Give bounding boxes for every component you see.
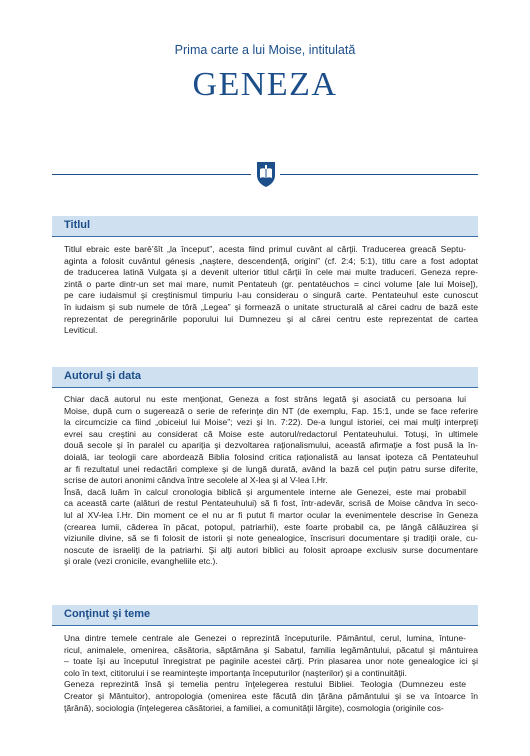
section-rule (52, 625, 478, 626)
paragraph: Geneza reprezintă însă şi temelia pentru înţelegerea restului Bibliei. Teologia (Dumnezeu este Creator şi Mântuitor), antropologia (omenirea este făcută din ţărâna pământului şi se va întoarce în ţărână), sociologia (înţelegerea căsătoriei, a familiei, a comunităţii lărgite), cosmologia (originile cos- (64, 679, 478, 713)
book-shield-icon (255, 160, 277, 188)
section-body-autorul-si-data (52, 394, 478, 568)
header-divider-right (280, 174, 478, 175)
section-heading-label: Autorul şi data (64, 370, 142, 382)
section-heading-label: Titlul (64, 219, 91, 231)
paragraph: Titlul ebraic este barē’šît „la început”, acesta fiind primul cuvânt al cărţii. Traducerea greacă Septu- aginta a folosit cuvântul génesis „naştere, descendenţă, origini” (cf. 2:4; 5:1), titlu care a fost adoptat de traducerea latină Vulgata şi a devenit ulterior titlul cărţii în cele mai multe traduceri. Geneza repre- zintă o parte dintr-un set mai mare, numit Pentateuh (gr. pentatéuchos = cinci volume [ale lui Moise]), pe care iudaismul şi creştinismul timpuriu l-au considerau o singură carte. Pentateuhul este cunoscut în iudaism şi sub numele de tôrâ „Legea” şi formează o unitate structurală al cărei cadru de bază este reprezentat de peregrinările poporului lui Dumnezeu şi al cărei centru este reprezentat de cartea Leviticul. (64, 244, 478, 336)
paragraph: Una dintre temele centrale ale Genezei o reprezintă începuturile. Pământul, cerul, lumina, întune- ricul, animalele, omenirea, căsătoria, săptămâna şi Sabatul, familia legământului, păcatul şi mântuirea – toate îşi au începutul înregistrat pe paginile acestei cărţi. Prin plasarea unor note genealogice ici şi colo în text, cititorului i se reaminteşte importanţa începuturilor (naşterilor) şi a continuităţii. (64, 633, 478, 678)
book-subtitle: Prima carte a lui Moise, intitulată (174, 43, 356, 57)
section-heading-titlul (52, 216, 478, 236)
book-title: GENEZA (192, 66, 338, 103)
header-divider-left (52, 174, 251, 175)
section-heading-continut-si-teme (52, 605, 478, 625)
section-body-continut-si-teme (52, 633, 478, 714)
section-heading-autorul-si-data (52, 367, 478, 387)
section-rule (52, 387, 478, 388)
section-rule (52, 236, 478, 237)
section-heading-label: Conţinut şi teme (64, 608, 151, 620)
section-body-titlul (52, 244, 478, 337)
paragraph: Chiar dacă autorul nu este menţionat, Geneza a fost strâns legată şi asociată cu persoana lui Moise, după cum o sugerează o serie de referinţe din NT (de exemplu, Fap. 15:1, unde se face referire la circumcizie ca fiind „obiceiul lui Moise”; vezi şi In. 7:22). De-a lungul istoriei, cei mai mulţi interpreţi evrei sau creştini au considerat că Moise este autorul/redactorul Pentateuhului. Totuşi, în ultimele două secole şi în paralel cu apariţia şi dezvoltarea raţionalismului, această afirmaţie a fost pusă la în- doială, iar teologii care abordează Biblia folosind critica raţionalistă au lansat ipoteza că Pentateuhul ar fi rezultatul unei redactări complexe şi de lungă durată, având la bază cel puţin patru surse diferite, scrise de autori anonimi cândva între secolele al X-lea şi al V-lea î.Hr. (64, 394, 478, 486)
paragraph: Însă, dacă luăm în calcul cronologia biblică şi argumentele interne ale Genezei, este mai probabil ca această carte (alături de restul Pentateuhului) să fi fost, într-adevăr, scrisă de Moise cândva în seco- lul al XV-lea î.Hr. Din moment ce el nu ar fi putut fi martor ocular la evenimentele descrise în Geneza (crearea lumii, căderea în păcat, potopul, patriarhii), este foarte probabil ca, pe lângă călăuzirea şi viziunile divine, să se fi folosit de istorii şi note genealogice, înscrisuri documentare şi tradiţii orale, cu- noscute de israeliţi de la patriarhi. Şi alţi autori biblici au folosit aproape exclusiv surse documentare şi orale (vezi cronicile, evangheliile etc.). (64, 486, 478, 567)
